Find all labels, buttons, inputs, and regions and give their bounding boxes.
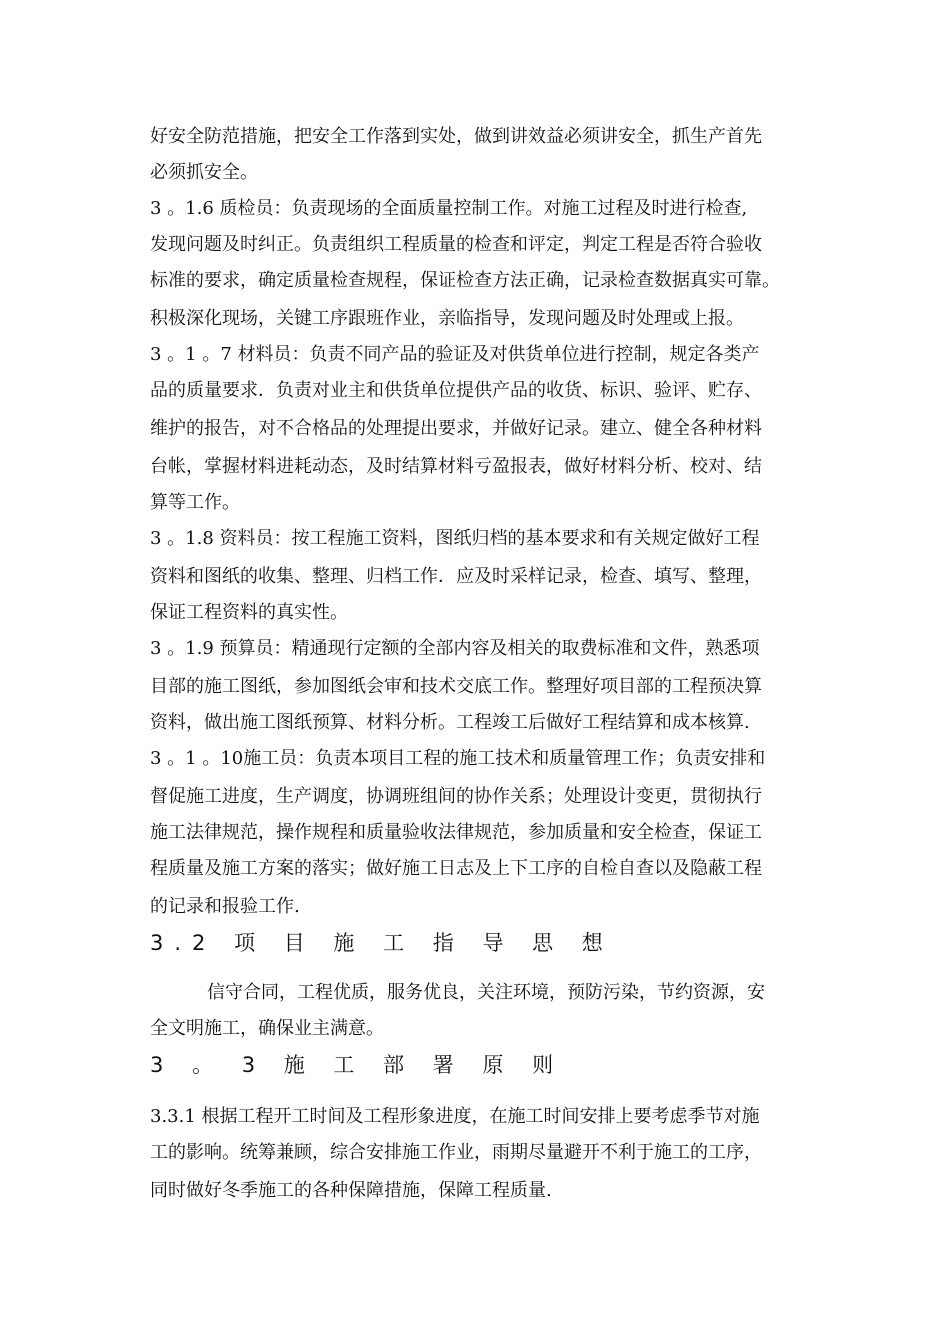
text-line: 3 。1.9 预算员：精通现行定额的全部内容及相关的取费标准和文件，熟悉项 [150,638,760,659]
text-line: 3 。1.8 资料员：按工程施工资料，图纸归档的基本要求和有关规定做好工程 [150,528,760,549]
text-line: 算等工作。 [150,492,240,513]
text-line: 全文明施工，确保业主满意。 [150,1018,384,1039]
text-line: 目部的施工图纸，参加图纸会审和技术交底工作。整理好项目部的工程预决算 [150,676,762,697]
text-line: 维护的报告，对不合格品的处理提出要求，并做好记录。建立、健全各种材料 [150,418,762,439]
text-line: 标准的要求，确定质量检查规程，保证检查方法正确，记录检查数据真实可靠。 [150,270,780,291]
text-line: 保证工程资料的真实性。 [150,602,348,623]
text-line: 积极深化现场，关键工序跟班作业，亲临指导，发现问题及时处理或上报。 [150,308,744,329]
text-line: 施工法律规范，操作规程和质量验收法律规范，参加质量和安全检查，保证工 [150,822,762,843]
text-line: 督促施工进度，生产调度，协调班组间的协作关系；处理设计变更，贯彻执行 [150,786,762,807]
section-heading: 3.2 项 目 施 工 指 导 思 想 [150,931,614,955]
text-line: 3 。1 。7 材料员：负责不同产品的验证及对供货单位进行控制，规定各类产 [150,344,760,365]
text-line: 信守合同，工程优质，服务优良，关注环境，预防污染，节约资源，安 [207,982,765,1003]
text-line: 资料，做出施工图纸预算、材料分析。工程竣工后做好工程结算和成本核算. [150,712,750,733]
text-line: 工的影响。统筹兼顾，综合安排施工作业，雨期尽量避开不利于施工的工序， [150,1142,762,1163]
text-line: 好安全防范措施，把安全工作落到实处，做到讲效益必须讲安全，抓生产首先 [150,126,762,147]
text-line: 3 。1 。10施工员：负责本项目工程的施工技术和质量管理工作；负责安排和 [150,748,766,769]
text-line: 品的质量要求．负责对业主和供货单位提供产品的收货、标识、验评、贮存、 [150,380,762,401]
section-heading: 3 。 3 施 工 部 署 原 则 [150,1053,565,1077]
text-line: 必须抓安全。 [150,162,258,183]
text-line: 发现问题及时纠正。负责组织工程质量的检查和评定，判定工程是否符合验收 [150,234,762,255]
text-line: 资料和图纸的收集、整理、归档工作．应及时采样记录，检查、填写、整理， [150,566,762,587]
text-line: 的记录和报验工作. [150,896,300,917]
text-line: 同时做好冬季施工的各种保障措施，保障工程质量. [150,1180,552,1201]
text-line: 3 。1.6 质检员：负责现场的全面质量控制工作。对施工过程及时进行检查, [150,198,748,219]
text-line: 台帐，掌握材料进耗动态，及时结算材料亏盈报表，做好材料分析、校对、结 [150,456,762,477]
text-line: 3.3.1 根据工程开工时间及工程形象进度，在施工时间安排上要考虑季节对施 [150,1106,760,1127]
text-line: 程质量及施工方案的落实；做好施工日志及上下工序的自检自查以及隐蔽工程 [150,858,762,879]
